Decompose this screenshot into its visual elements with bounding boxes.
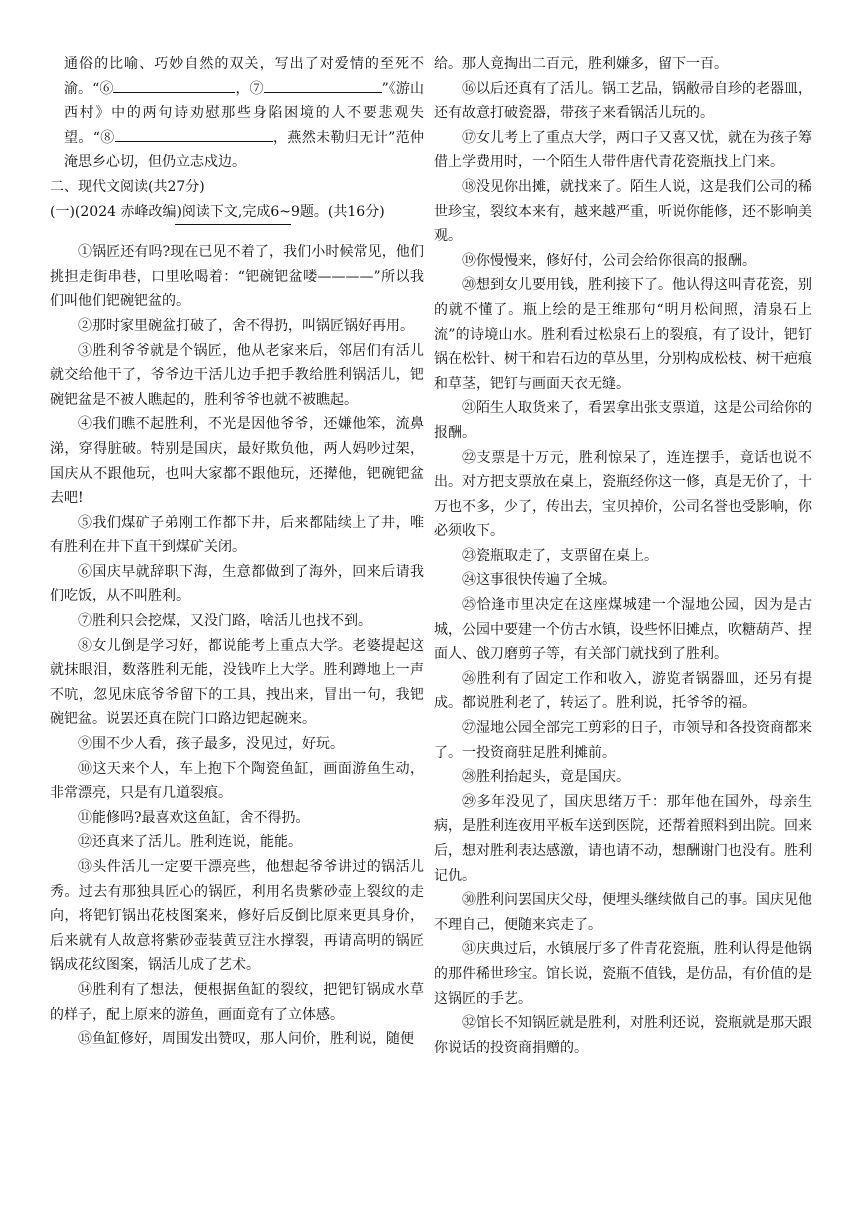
title-underline <box>50 224 424 240</box>
left-column <box>50 52 424 1052</box>
poem-q-part1: 通俗的比喻、巧妙自然的双关，写出了对爱情的至死不渝。“⑥ <box>64 56 424 97</box>
paragraph: ㉔这事很快传遍了全城。 <box>462 572 616 589</box>
paragraph: ⑧女儿倒是学习好，都说能考上重点大学。老婆提起这就抹眼泪，数落胜利无能，没钱咋上大学。胜利蹲地上一声不吭，忽见床底爷爷留下的工具，拽出来，冒出一句，我钯碗钯盆。说罢还真在院门口路边钯起碗来。 <box>50 637 424 728</box>
paragraph: ⑩这天来个人，车上抱下个陶瓷鱼缸，画面游鱼生动，非常漂亮，只是有几道裂痕。 <box>50 760 424 802</box>
paragraph: ⑨围不少人看，孩子最多，没见过，好玩。 <box>78 736 344 753</box>
paragraph: ⑰女儿考上了重点大学，两口子又喜又忧，就在为孩子筹借上学费用时，一个陌生人带件唐代青花瓷瓶找上门来。 <box>434 129 812 171</box>
poem-q-part2: ，⑦ <box>235 80 264 97</box>
paragraph: ⑬头件活儿一定要干漂亮些，他想起爷爷讲过的锅活儿秀。过去有那独具匠心的锅匠，利用名贵紫砂壶上裂纹的走向，将钯钉锅出花枝图案来，修好后反倒比原来更具身价，后来就有人故意将紫砂壶装黄豆注水撑裂，再请高明的锅匠锅成花纹图案，锅活儿成了艺术。 <box>50 859 424 974</box>
paragraph: ①锅匠还有吗?现在已见不着了，我们小时候常见，他们挑担走街串巷，口里吆喝着：“钯碗钯盆喽————”所以我们叫他们钯碗钯盆的。 <box>50 244 424 310</box>
paragraph: ㉗湿地公园全部完工剪彩的日子，市领导和各投资商都来了。一投资商驻足胜利摊前。 <box>434 720 812 761</box>
paragraph: ⑪能修吗?最喜欢这鱼缸，舍不得扔。 <box>78 809 310 826</box>
paragraph: ④我们瞧不起胜利，不光是因他爷爷，还嫌他笨，流鼻涕，穿得脏破。特别是国庆，最好欺负他，两人妈吵过架，国庆从不跟他玩，也叫大家都不跟他玩，还撵他，钯碗钯盆去吧! <box>50 416 424 507</box>
paragraph: ㉑陌生人取货来了，看罢拿出张支票道，这是公司给你的报酬。 <box>434 400 812 441</box>
paragraph: ㉒支票是十万元，胜利惊呆了，连连摆手，竟话也说不出。对方把支票放在桌上，瓷瓶经你这一修，真是无价了，十万也不多，少了，传出去，宝贝掉价，公司名誉也受影响，你必须收下。 <box>434 449 812 540</box>
right-column <box>434 52 812 1060</box>
paragraph: ⑮鱼缸修好，周围发出赞叹，那人问价，胜利说，随便 <box>78 1031 414 1048</box>
paragraph: ㉚胜利问罢国庆父母，便埋头继续做自己的事。国庆见他不理自己，便随来宾走了。 <box>434 892 812 933</box>
paragraph: ②那时家里碗盆打破了，舍不得扔，叫锅匠锅好再用。 <box>78 317 414 334</box>
paragraph: ⑥国庆早就辞职下海，生意都做到了海外，回来后请我们吃饭，从不叫胜利。 <box>50 563 424 605</box>
paragraph: ㉓瓷瓶取走了，支票留在桌上。 <box>462 547 658 564</box>
poem-question <box>50 52 424 175</box>
poem-q-part4: ，燕然未勒归无计”范仲淹思乡心切，但仍立志戍边。 <box>64 129 424 171</box>
paragraph: ㉘胜利抬起头，竟是国庆。 <box>462 769 630 786</box>
answer-blank-7[interactable] <box>264 78 382 93</box>
paragraph: ㉕恰逢市里决定在这座煤城建一个湿地公园，因为是古城，公园中要建一个仿古水镇，设些怀旧摊点，吹糖葫芦、捏面人、戗刀磨剪子等，有关部门就找到了胜利。 <box>434 597 812 663</box>
paragraph: ⑤我们煤矿子弟刚工作都下井，后来都陆续上了井，唯有胜利在井下直干到煤矿关闭。 <box>50 514 424 556</box>
answer-blank-8[interactable] <box>115 127 273 142</box>
subsection-heading: (一)(2024 赤峰改编)阅读下文,完成6~9题。(共16分) <box>50 203 385 220</box>
paragraph: ㉖胜利有了固定工作和收入，游览者锅器皿，还另有提成。都说胜利老了，转运了。胜利说，托爷爷的福。 <box>434 670 812 712</box>
paragraph: ⑭胜利有了想法，便根据鱼缸的裂纹，把钯钉锅成水草的样子，配上原来的游鱼，画面竟有了立体感。 <box>50 981 424 1023</box>
paragraph: ⑱没见你出摊，就找来了。陌生人说，这是我们公司的稀世珍宝，裂纹本来有，越来越严重，听说你能修，还不影响美观。 <box>434 178 812 245</box>
paragraph: ⑦胜利只会挖煤，又没门路，啥活儿也找不到。 <box>78 613 372 630</box>
paragraph: ㉜馆长不知锅匠就是胜利，对胜利还说，瓷瓶就是那天跟你说话的投资商捐赠的。 <box>434 1015 812 1056</box>
paragraph-continuation: 给。那人竟掏出二百元，胜利嫌多，留下一百。 <box>434 56 728 72</box>
paragraph: ⑳想到女儿要用钱，胜利接下了。他认得这叫青花瓷，别的就不懂了。瓶上绘的是王维那句“明月松间照，清泉石上流”的诗境山水。胜利看过松泉石上的裂痕，有了设计，钯钉锅在松针、树干和岩石边的草丛里，分别构成松枝、树干疤痕和草茎，钯钉与画面天衣无缝。 <box>434 277 812 392</box>
paragraph: ㉛庆典过后，水镇展厅多了件青花瓷瓶，胜利认得是他锅的那件稀世珍宝。馆长说，瓷瓶不值钱，是仿品，有价值的是这锅匠的手艺。 <box>434 941 812 1007</box>
paragraph: ⑲你慢慢来，修好付，公司会给你很高的报酬。 <box>462 252 756 269</box>
paragraph: ㉙多年没见了，国庆思绪万千：那年他在国外，母亲生病，是胜利连夜用平板车送到医院，还帮着照料到出院。回来后，想对胜利表达感激，请也请不动，想酬谢门也没有。胜利记仇。 <box>434 793 812 884</box>
paragraph: ⑯以后还真有了活儿。锅工艺品，锅敝帚自珍的老器皿，还有故意打破瓷器，带孩子来看锅活儿玩的。 <box>434 80 812 122</box>
poem-q-part3: ”《游山西村》中的两句诗劝慰那些身陷困境的人不要悲观失望。“⑧ <box>64 80 424 146</box>
answer-blank-6[interactable] <box>113 78 235 93</box>
paragraph: ⑫还真来了活儿。胜利连说，能能。 <box>78 834 302 851</box>
section-heading: 二、现代文阅读(共27分) <box>50 178 205 195</box>
paragraph: ③胜利爷爷就是个锅匠，他从老家来后，邻居们有活儿就交给他干了，爷爷边干活儿边手把手教给胜利锅活儿，钯碗钯盆是不被人瞧起的，胜利爷爷也就不被瞧起。 <box>50 342 424 408</box>
